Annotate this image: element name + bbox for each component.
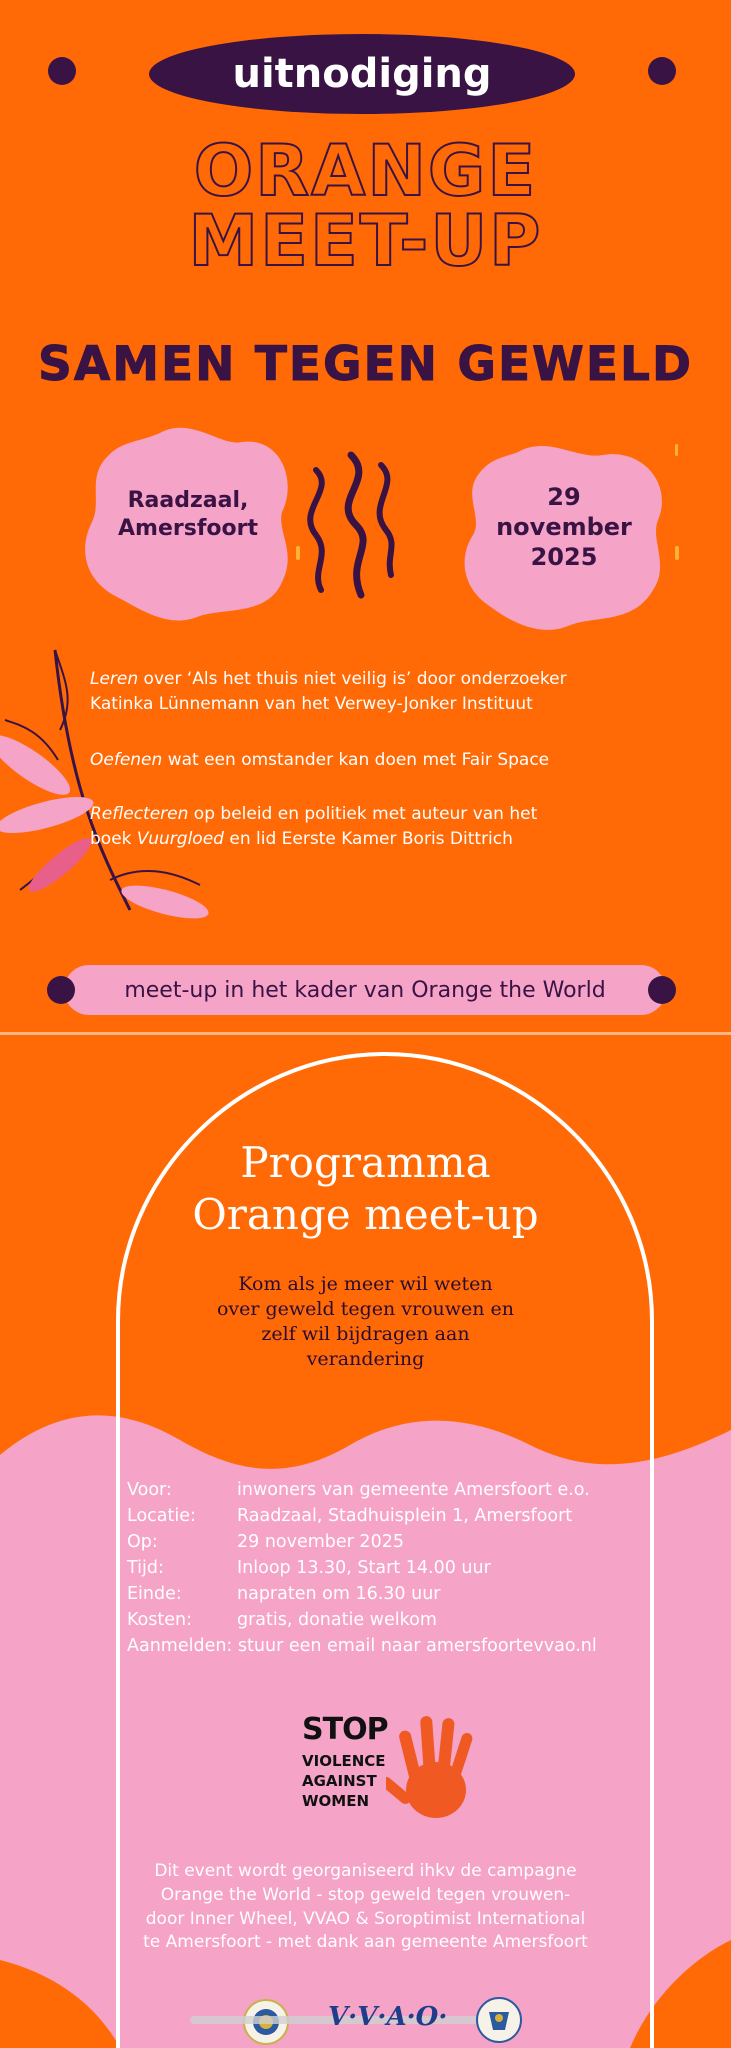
program-title-line1: Programma [240,1138,491,1187]
detail-value: Inloop 13.30, Start 14.00 uur [237,1558,491,1578]
date-year: 2025 [530,543,598,571]
bullet-3-text2-post: en lid Eerste Kamer Boris Dittrich [223,828,513,849]
subtitle: SAMEN TEGEN GEWELD [38,337,693,392]
bullet-3 [90,802,710,851]
stop-logo-against: AGAINST [302,1772,377,1790]
bullet-2-lead: Oefenen [90,750,163,770]
hand-print-icon [386,1710,486,1828]
detail-label: Tijd: [127,1558,164,1578]
detail-row-aanmelden [127,1636,597,1656]
program-title-line2: Orange meet-up [192,1190,539,1239]
bullet-1-text1: over ‘Als het thuis niet veilig is’ door onderzoeker [138,669,567,689]
invitation-label: uitnodiging [232,51,492,97]
orange-world-band [64,965,666,1015]
title-line1: ORANGE [193,130,538,212]
footer-line-1: Dit event wordt georganiseerd ihkv de campagne [154,1861,577,1881]
bullet-1-text2: Katinka Lünnemann van het Verwey-Jonker Instituut [90,693,533,714]
detail-value: napraten om 16.30 uur [237,1584,441,1604]
date-text [458,482,670,572]
band-text: meet-up in het kader van Orange the World [124,977,606,1003]
bullet-3-lead: Reflecteren [90,804,189,824]
decor-dot-left [48,57,76,85]
detail-value: Raadzaal, Stadhuisplein 1, Amersfoort [237,1506,573,1526]
stop-logo-stop: STOP [302,1712,388,1747]
detail-label: Locatie: [127,1506,196,1526]
stop-logo-women: WOMEN [302,1792,370,1810]
detail-row-tijd [127,1558,491,1578]
location-text [82,487,294,542]
soroptimist-logo [475,1996,523,2044]
decor-flame-right [675,546,679,560]
detail-value: stuur een email naar amersfoortevvao.nl [237,1636,597,1656]
program-intro [0,1272,731,1372]
footer-text [0,1860,731,1955]
bullet-3-text1: op beleid en politiek met auteur van het [188,804,538,824]
detail-label: Einde: [127,1584,182,1604]
stop-logo-violence: VIOLENCE [302,1752,386,1770]
bullet-3-book: Vuurgloed [136,828,224,849]
program-title [0,1137,731,1241]
detail-row-voor [127,1480,590,1500]
vvao-logo: V·V·A·O· [328,2002,448,2032]
bullet-1-lead: Leren [90,669,139,689]
title-line2: MEET-UP [188,200,543,282]
intro-line-3: zelf wil bijdragen aan [261,1323,470,1345]
invitation-pill [149,34,575,114]
date-day: 29 [547,483,581,511]
decor-dot-right [648,57,676,85]
bullet-2-text1: wat een omstander kan doen met Fair Space [162,750,550,770]
detail-row-einde [127,1584,440,1604]
detail-value: 29 november 2025 [237,1532,404,1552]
intro-line-2: over geweld tegen vrouwen en [216,1298,515,1320]
footer-line-4: te Amersfoort - met dank aan gemeente Amersfoort [143,1932,588,1953]
date-month: november [496,513,632,541]
detail-label: Voor: [127,1480,172,1500]
bullet-1 [90,667,710,716]
decor-flame-left [296,546,300,560]
location-line1: Raadzaal, [127,488,249,513]
detail-label: Aanmelden: [127,1636,233,1656]
steam-icon [296,440,416,600]
bullet-2 [90,748,710,773]
bullet-3-text2-pre: boek [90,828,137,849]
detail-row-kosten [127,1610,437,1630]
detail-row-locatie [127,1506,572,1526]
band-dot-right [648,976,676,1004]
panel-divider [0,1032,731,1035]
detail-label: Kosten: [127,1610,193,1630]
detail-value: gratis, donatie welkom [237,1610,437,1630]
detail-label: Op: [127,1532,158,1552]
stop-violence-logo [298,1710,488,1830]
footer-line-3: door Inner Wheel, VVAO & Soroptimist International [145,1908,586,1929]
footer-line-2: Orange the World - stop geweld tegen vrouwen- [160,1884,571,1905]
detail-value: inwoners van gemeente Amersfoort e.o. [237,1480,590,1500]
band-dot-left [47,976,75,1004]
decor-mark [675,444,678,456]
intro-line-4: verandering [306,1348,425,1370]
location-line2: Amersfoort [118,515,258,541]
intro-line-1: Kom als je meer wil weten [238,1273,493,1295]
detail-row-op [127,1532,404,1552]
